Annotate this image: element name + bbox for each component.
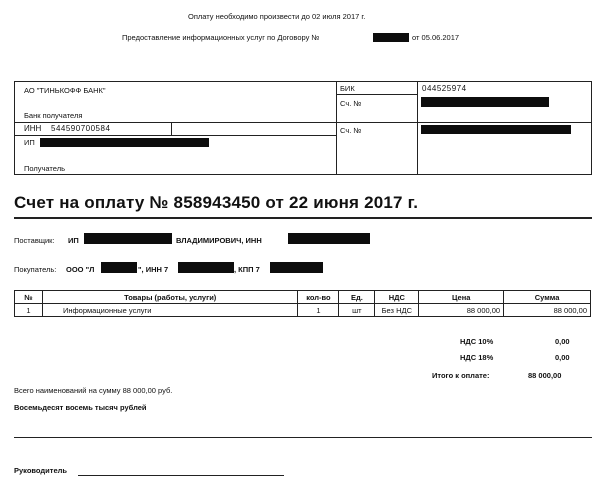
table-header-row <box>15 291 591 304</box>
row-number: 1 <box>15 304 43 317</box>
redaction-corr-account <box>421 97 549 107</box>
table-row <box>15 304 591 317</box>
row-price: 88 000,00 <box>419 304 504 317</box>
redaction-buyer-inn <box>178 262 234 273</box>
recipient-bank-label: Банк получателя <box>24 111 83 120</box>
vat10-label: НДС 10% <box>460 337 494 346</box>
invoice-title: Счет на оплату № 858943450 от 22 июня 2017 г. <box>14 193 419 212</box>
recipient-label: Получатель <box>24 164 65 173</box>
amount-in-words: Восемьдесят восемь тысяч рублей <box>14 403 147 412</box>
col-header-goods: Товары (работы, услуги) <box>42 291 298 304</box>
inn-value: 544590700584 <box>51 124 111 133</box>
redaction-supplier-name <box>84 233 172 244</box>
supplier-ip-prefix: ИП <box>68 236 79 245</box>
redaction-recipient-name <box>40 138 209 147</box>
buyer-label: Покупатель: <box>14 265 57 274</box>
vat10-value: 0,00 <box>555 337 570 346</box>
items-count-line: Всего наименований на сумму 88 000,00 руб. <box>14 386 173 395</box>
buyer-kpp-part: , КПП 7 <box>234 265 260 274</box>
service-line-end: от 05.06.2017 <box>412 33 460 42</box>
row-sum: 88 000,00 <box>504 304 591 317</box>
col-header-unit: Ед. <box>339 291 375 304</box>
col-header-vat: НДС <box>375 291 419 304</box>
bik-value: 044525974 <box>422 84 467 93</box>
total-label: Итого к оплате: <box>432 371 490 380</box>
bank-name: АО "ТИНЬКОФФ БАНК" <box>24 86 106 95</box>
col-header-sum: Сумма <box>504 291 591 304</box>
divider-line <box>14 437 592 438</box>
row-unit: шт <box>339 304 375 317</box>
redaction-buyer-kpp <box>270 262 323 273</box>
col-header-number: № <box>15 291 43 304</box>
service-line-start: Предоставление информационных услуг по Договору № <box>122 33 320 42</box>
items-table <box>14 290 591 317</box>
signature-line <box>78 475 284 476</box>
vat18-label: НДС 18% <box>460 353 494 362</box>
supplier-label: Поставщик: <box>14 236 55 245</box>
supplier-patronymic-inn: ВЛАДИМИРОВИЧ, ИНН <box>176 236 262 245</box>
total-value: 88 000,00 <box>528 371 562 380</box>
row-goods: Информационные услуги <box>42 304 298 317</box>
redaction-buyer-name <box>101 262 137 273</box>
buyer-org-prefix: ООО "Л <box>66 265 95 274</box>
col-header-price: Цена <box>419 291 504 304</box>
title-underline <box>14 217 592 219</box>
vat18-value: 0,00 <box>555 353 570 362</box>
inn-label: ИНН <box>24 124 42 133</box>
redaction-supplier-inn <box>288 233 370 244</box>
row-vat: Без НДС <box>375 304 419 317</box>
row-qty: 1 <box>298 304 339 317</box>
payment-deadline: Оплату необходимо произвести до 02 июля 2017 г. <box>188 12 366 21</box>
redaction-account <box>421 125 571 134</box>
redaction-contract-number <box>373 33 409 42</box>
buyer-inn-part: ", ИНН 7 <box>138 265 169 274</box>
corr-account-label: Сч. № <box>340 99 362 108</box>
account-label: Сч. № <box>340 126 362 135</box>
bik-label: БИК <box>340 84 355 93</box>
ip-label: ИП <box>24 138 35 147</box>
col-header-qty: кол-во <box>298 291 339 304</box>
manager-label: Руководитель <box>14 466 67 475</box>
